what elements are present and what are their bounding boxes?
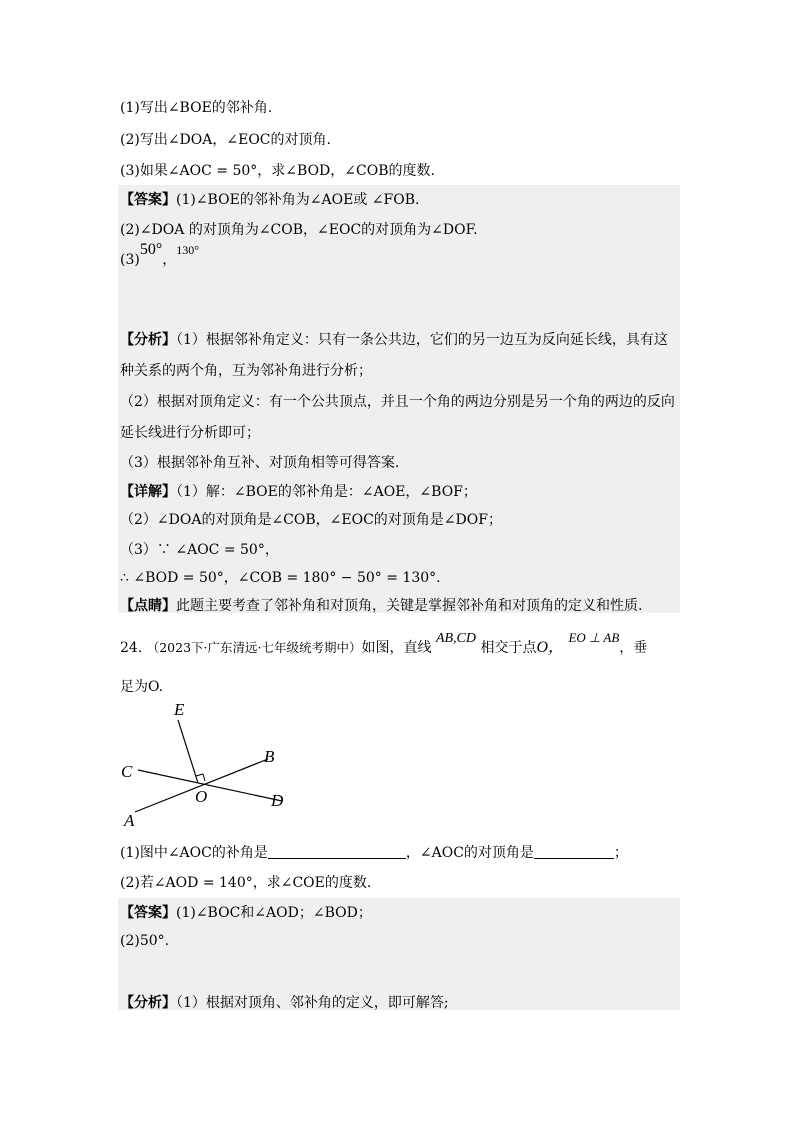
line-EO xyxy=(178,720,198,783)
label-B: B xyxy=(264,747,275,766)
q23-part-3: (3)如果∠AOC = 50°，求∠BOD，∠COB的度数. xyxy=(120,163,435,179)
label-E: E xyxy=(174,700,185,719)
analysis-label: 【分析】 xyxy=(120,332,176,348)
answer-blank-1[interactable] xyxy=(268,844,406,859)
q23-answer-3: (3)50°，130° xyxy=(120,241,200,268)
q23-analysis-2a: （2）根据对顶角定义：有一个公共顶点，并且一个角的两边分别是另一个角的两边的反向 xyxy=(120,394,675,410)
q23-analysis-1a: 【分析】（1）根据邻补角定义：只有一条公共边，它们的另一边互为反向延长线，具有这 xyxy=(120,332,668,348)
answer-label: 【答案】 xyxy=(120,192,176,208)
q24-analysis-1: 【分析】（1）根据对顶角、邻补角的定义，即可解答; xyxy=(120,995,449,1011)
q23-detail-2: （2）∠DOA的对顶角是∠COB，∠EOC的对顶角是∠DOF； xyxy=(120,512,502,528)
line-CD xyxy=(138,770,282,801)
q23-analysis-1b: 种关系的两个角，互为邻补角进行分析； xyxy=(120,363,372,379)
label-C: C xyxy=(121,762,133,781)
q24-stem-2: 足为O. xyxy=(120,679,164,695)
analysis-label: 【分析】 xyxy=(120,995,176,1011)
q24-answer-1: 【答案】(1)∠BOC和∠AOD；∠BOD； xyxy=(120,905,372,921)
label-D: D xyxy=(271,791,284,810)
detail-label: 【详解】 xyxy=(120,484,176,500)
q23-analysis-3: （3）根据邻补角互补、对顶角相等可得答案. xyxy=(120,455,400,471)
q23-comment: 【点睛】此题主要考查了邻补角和对顶角，关键是掌握邻补角和对顶角的定义和性质. xyxy=(120,598,643,614)
q24-number: 24. xyxy=(120,640,143,656)
q24-part-1: (1)图中∠AOC的补角是 ，∠AOC的对顶角是 ； xyxy=(120,845,628,861)
label-O: O xyxy=(195,787,208,806)
q24-part-2: (2)若∠AOD = 140°，求∠COE的度数. xyxy=(120,875,372,891)
q24-source: （2023下·广东清远·七年级统考期中） xyxy=(146,640,362,655)
q23-detail-3: （3）∵ ∠AOC = 50°， xyxy=(120,542,279,558)
q23-analysis-2b: 延长线进行分析即可； xyxy=(120,425,260,441)
q23-part-2: (2)写出∠DOA，∠EOC的对顶角. xyxy=(120,132,331,148)
q23-detail-4: ∴ ∠BOD = 50°，∠COB = 180° − 50° = 130°. xyxy=(120,570,441,586)
q23-answer-2: (2)∠DOA 的对顶角为∠COB，∠EOC的对顶角为∠DOF. xyxy=(120,222,478,238)
q24-figure xyxy=(118,700,308,832)
q24-lines: AB,CD xyxy=(435,631,476,646)
q23-answer-1: 【答案】(1)∠BOE的邻补角为∠AOE或 ∠FOB. xyxy=(120,192,420,208)
q23-detail-1: 【详解】（1）解：∠BOE的邻补角是：∠AOE，∠BOF； xyxy=(120,484,477,500)
label-A: A xyxy=(124,811,135,830)
answer-label: 【答案】 xyxy=(120,905,176,921)
q23-part-1: (1)写出∠BOE的邻补角. xyxy=(120,100,273,116)
q24-answer-2: (2)50°. xyxy=(120,933,170,949)
q24-stem: 24. （2023下·广东清远·七年级统考期中）如图，直线 AB,CD 相交于点O， EO ⊥ AB，垂 xyxy=(120,630,648,656)
q24-perp: EO ⊥ AB xyxy=(568,630,620,645)
answer-blank-2[interactable] xyxy=(534,844,614,859)
comment-label: 【点睛】 xyxy=(120,598,176,614)
